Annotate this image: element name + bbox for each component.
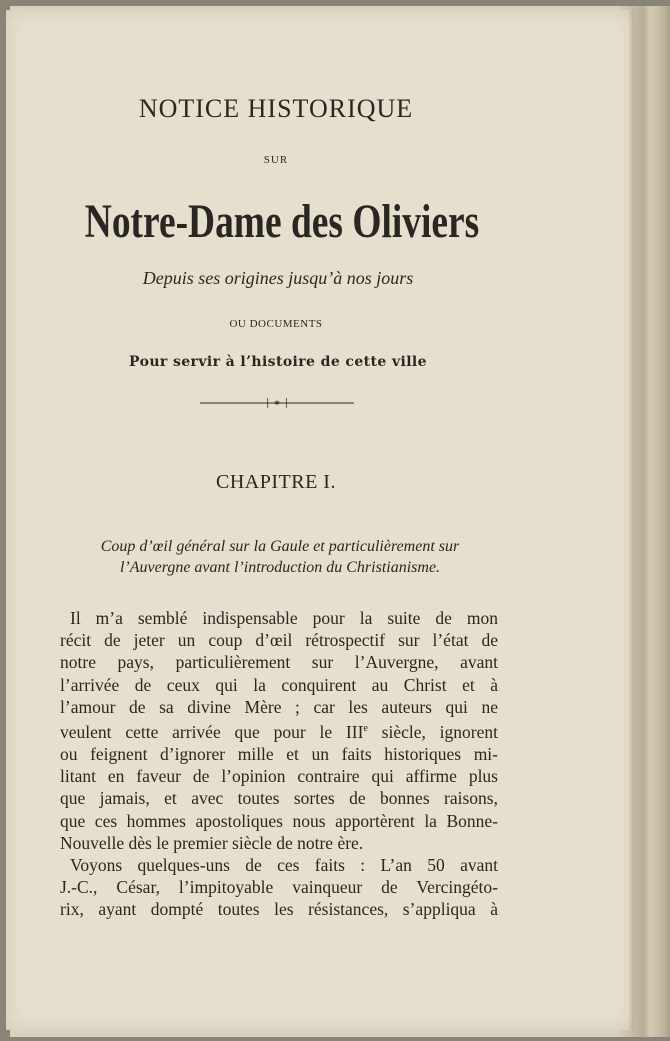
body-text — [60, 607, 498, 921]
sur-label: SUR — [263, 154, 289, 166]
text-line: Il m’a semblé indispensable pour la suite de mon — [70, 608, 498, 628]
subtitle: Depuis ses origines jusqu’à nos jours — [142, 268, 414, 288]
text-line: l’amour de sa divine Mère ; car les auteurs qui ne — [60, 696, 498, 717]
book-page — [6, 10, 634, 1030]
text-line: que jamais, et avec toutes sortes de bonnes raisons, — [60, 788, 498, 809]
page-content — [6, 10, 634, 1030]
superscript: e — [363, 723, 368, 735]
text-line: rix, ayant dompté toutes les résistances, s’appliqua à — [60, 899, 498, 920]
text-line: Voyons quelques-uns de ces faits : L’an 50 avant — [70, 855, 498, 876]
text-line: Nouvelle dès le premier siècle de notre ère. — [60, 832, 364, 853]
text-line: litant en faveur de l’opinion contraire qui affirme plus — [60, 766, 498, 787]
svg-text:┼ ✶ ┼: ┼ ✶ ┼ — [264, 399, 290, 408]
chapter-summary-line-2: l’Auvergne avant l’introduction du Christianisme. — [119, 559, 441, 576]
chapter-summary-line-1: Coup d’œil général sur la Gaule et particulièrement sur — [100, 538, 460, 555]
notice-heading: NOTICE HISTORIQUE — [138, 94, 414, 123]
text-line-part: siècle, ignorent — [367, 721, 499, 742]
main-title: Notre-Dame des Oliviers — [84, 195, 480, 248]
purpose-line: Pour servir à l’histoire de cette ville — [129, 354, 427, 370]
ou-documents-label: OU DOCUMENTS — [229, 318, 323, 330]
chapter-summary — [6, 536, 554, 578]
ornament-divider-icon — [200, 398, 354, 408]
text-line: récit de jeter un coup d’œil rétrospectif sur l’état de — [60, 630, 498, 651]
text-line: J.-C., César, l’impitoyable vainqueur de Vercingéto- — [60, 877, 498, 898]
text-line — [60, 718, 498, 743]
text-line: que ces hommes apostoliques nous apportèrent la Bonne- — [60, 810, 498, 831]
chapter-heading: CHAPITRE I. — [216, 471, 336, 493]
text-line-part: veulent cette arrivée que pour le III — [60, 721, 364, 742]
text-line: l’arrivée de ceux qui la conquirent au Christ et à — [60, 674, 498, 695]
text-line: notre pays, particulièrement sur l’Auvergne, avant — [60, 652, 498, 673]
text-line: ou feignent d’ignorer mille et un faits historiques mi- — [60, 744, 498, 765]
